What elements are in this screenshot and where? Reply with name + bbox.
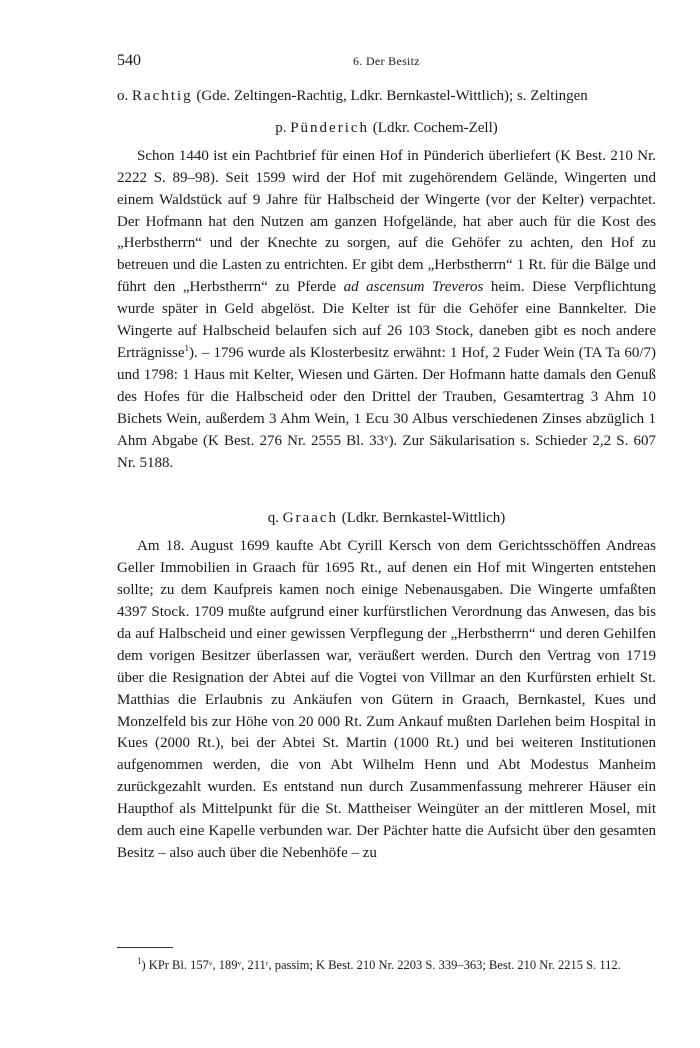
- entry-description: (Gde. Zeltingen-Rachtig, Ldkr. Bernkastel-Wittlich); s. Zeltingen: [196, 88, 588, 104]
- main-text: [117, 86, 656, 865]
- page-header: [117, 52, 656, 72]
- footnote-divider: [117, 947, 173, 948]
- page-number: 540: [117, 52, 141, 69]
- entry-place-name: Rachtig: [132, 88, 193, 104]
- paragraph-text: ). – 1796 wurde als Klosterbesitz erwähnt: 1 Hof, 2 Fuder Wein (TA Ta 60/7) und 1798: 1 Haus mit Kelter, Wiesen und Gärten. Der Hofmann hatte damals den Genuß des Hofes für die Halbscheid oder den Drittel der Trauben, Gesamtertrag 3 Ahm 10 Bichets Wein, außerdem 3 Ahm Wein, 1 Ecu 30 Albus verschiedenen Zinses abzüglich 1 Ahm Abgabe (K Best. 276 Nr. 2555 Bl. 33ᵛ). Zur Säkularisation s. Schieder 2,2 S. 607 Nr. 5188.: [117, 344, 656, 471]
- italic-phrase: ad ascensum Treveros: [343, 279, 484, 296]
- footnote-reference: 1: [184, 342, 189, 353]
- paragraph-text: heim. Diese Verpflichtung wurde später in Geld abgelöst. Die Kelter ist für die Gehöfer eine Bannkelter. Die Wingerte auf Halbscheid belaufen sich auf 26 103 Stock, daneben gibt es noch andere Erträgnisse: [117, 279, 657, 361]
- running-title: 6. Der Besitz: [353, 54, 420, 68]
- footnote-text: ) KPr Bl. 157ᵛ, 189ᵛ, 211ʳ, passim; K Best. 210 Nr. 2203 S. 339–363; Best. 210 Nr. 2215 S. 112.: [141, 958, 621, 972]
- section-place-name: Graach: [282, 510, 339, 527]
- paragraph-graach: Am 18. August 1699 kaufte Abt Cyrill Kersch von dem Gerichtsschöffen Andreas Geller Immobilien in Graach für 1695 Rt., auf denen ein Hof mit Wingerten entstehen sollte; zu dem Kaufpreis kamen noch einige Nebenausgaben. Die Wingerte umfaßten 4397 Stock. 1709 mußte aufgrund einer kurfürstlichen Verordnung das Anwesen, das bis da auf Halbscheid und einer gewissen Verpflegung der „Herbstherrn“ und deren Gehilfen dem vorigen Besitzer überlassen war, veräußert werden. Durch den Vertrag von 1719 über die Resignation der Abtei auf die Vogtei von Villmar an den Kurfürsten erhielt St. Matthias die Erlaubnis zu Ankäufen von Gütern in Graach, Bernkastel, Kues und Monzelfeld bis zur Höhe von 20 000 Rt. Zum Ankauf mußten Darlehen beim Hospital in Kues (2000 Rt.), bei der Abtei St. Martin (1000 Rt.) und bei weiteren Institutionen aufgenommen werden, die von Abt Wilhelm Henn und Abt Modestus Manheim zurückgezahlt wurden. Es entstand nun durch Zusammenfassung mehrerer Häuser ein Haupthof als Mittelpunkt für die St. Mattheiser Weingüter an der mittleren Mosel, mit dem auch eine Kapelle verbunden war. Der Pächter hatte die Aufsicht über den gesamten Besitz – also auch über die Nebenhöfe – zu: [117, 538, 656, 861]
- footnote-marker: 1: [137, 955, 142, 966]
- footnote: [117, 956, 656, 974]
- entry-rachtig: [117, 86, 656, 108]
- section-heading-puenderich: [117, 118, 656, 140]
- section-location: (Ldkr. Cochem-Zell): [372, 119, 498, 136]
- section-heading-graach: [117, 508, 656, 530]
- paragraph-text: Schon 1440 ist ein Pachtbrief für einen Hof in Pünderich überliefert (K Best. 210 Nr. 2222 S. 89–98). Seit 1599 wird der Hof mit zugehörendem Gelände, Wingerten und einem Waldstück auf 9 Jahre für Halbscheid der Wingerte (vor der Kelter) verpachtet. Der Hofmann hat den Nutzen am ganzen Hofgelände, hat aber auch für die Kost des „Herbstherrn“ und der Knechte zu sorgen, auf die Gehöfer zu achten, den Hof zu betreuen und die Lasten zu entrichten. Er gibt dem „Herbstherrn“ 1 Rt. für die Bälge und führt den „Herbstherrn“ zu Pferde: [117, 147, 656, 296]
- section-marker: p.: [275, 119, 287, 136]
- paragraph-puenderich: [117, 146, 656, 475]
- section-location: (Ldkr. Bernkastel-Wittlich): [341, 510, 506, 527]
- section-place-name: Pünderich: [290, 119, 370, 136]
- entry-marker: o.: [117, 88, 129, 104]
- section-marker: q.: [267, 510, 279, 527]
